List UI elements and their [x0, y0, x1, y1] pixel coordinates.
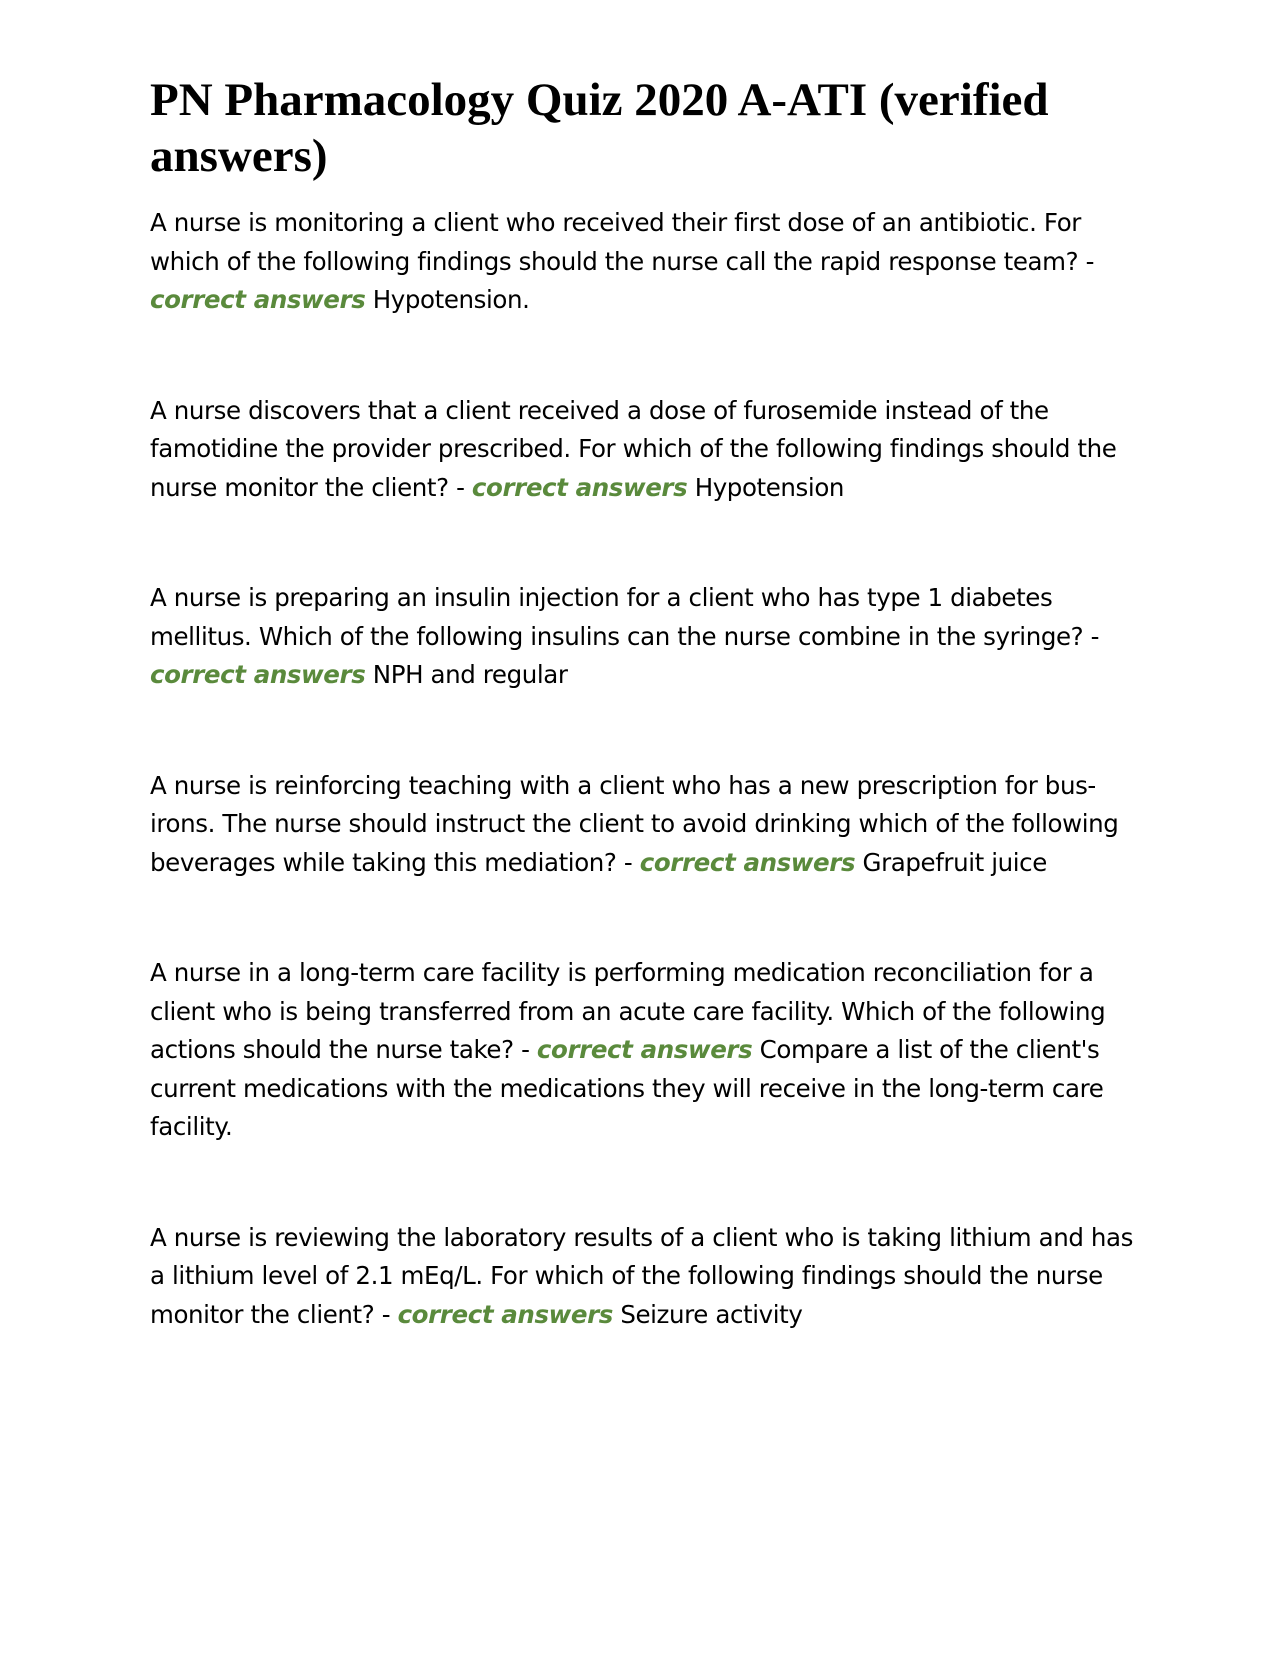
- question-text: A nurse is preparing an insulin injection for a client who has type 1 diabetes mellitus. Which of the following insulins can the nurse combine in the syringe? -: [150, 583, 1100, 651]
- question-text: A nurse in a long-term care facility is performing medication reconciliation for a client who is being transferred from an acute care facility. Which of the following actions should the nurse take? -: [150, 958, 1106, 1064]
- answer-text: Hypotension: [694, 472, 845, 502]
- answer-marker: correct answers: [471, 472, 688, 502]
- answer-marker: correct answers: [639, 847, 856, 877]
- qa-item: [150, 579, 1140, 695]
- answer-marker: correct answers: [150, 285, 366, 314]
- answer-text: Compare a list of the client's current medications with the medications they will receive in the long-term care facility.: [150, 1035, 1104, 1141]
- question-text: A nurse is monitoring a client who received their first dose of an antibiotic. For which of the following findings should the nurse call the rapid response team? -: [150, 208, 1095, 276]
- answer-marker: correct answers: [150, 660, 366, 689]
- answer-marker: correct answers: [397, 1299, 613, 1329]
- qa-item: [150, 204, 1140, 320]
- document-title: PN Pharmacology Quiz 2020 A-ATI (verified answers): [150, 74, 1049, 182]
- document-page: [150, 72, 1140, 1406]
- qa-item: [150, 954, 1140, 1147]
- qa-item: [150, 767, 1140, 883]
- question-text: A nurse is reinforcing teaching with a client who has a new prescription for bus-irons. The nurse should instruct the client to avoid drinking which of the following beverages while taking this mediation? -: [150, 770, 1119, 877]
- answer-text: NPH and regular: [372, 660, 568, 689]
- qa-item: [150, 1219, 1140, 1335]
- qa-item: [150, 392, 1140, 508]
- answer-text: Grapefruit juice: [862, 847, 1047, 877]
- question-text: A nurse is reviewing the laboratory results of a client who is taking lithium and has a lithium level of 2.1 mEq/L. For which of the following findings should the nurse monitor the client? -: [150, 1222, 1134, 1329]
- question-text: A nurse discovers that a client received a dose of furosemide instead of the famotidine the provider prescribed. For which of the following findings should the nurse monitor the client? -: [150, 395, 1117, 502]
- answer-marker: correct answers: [536, 1035, 753, 1064]
- answer-text: Seizure activity: [620, 1299, 803, 1329]
- answer-text: Hypotension.: [372, 285, 530, 314]
